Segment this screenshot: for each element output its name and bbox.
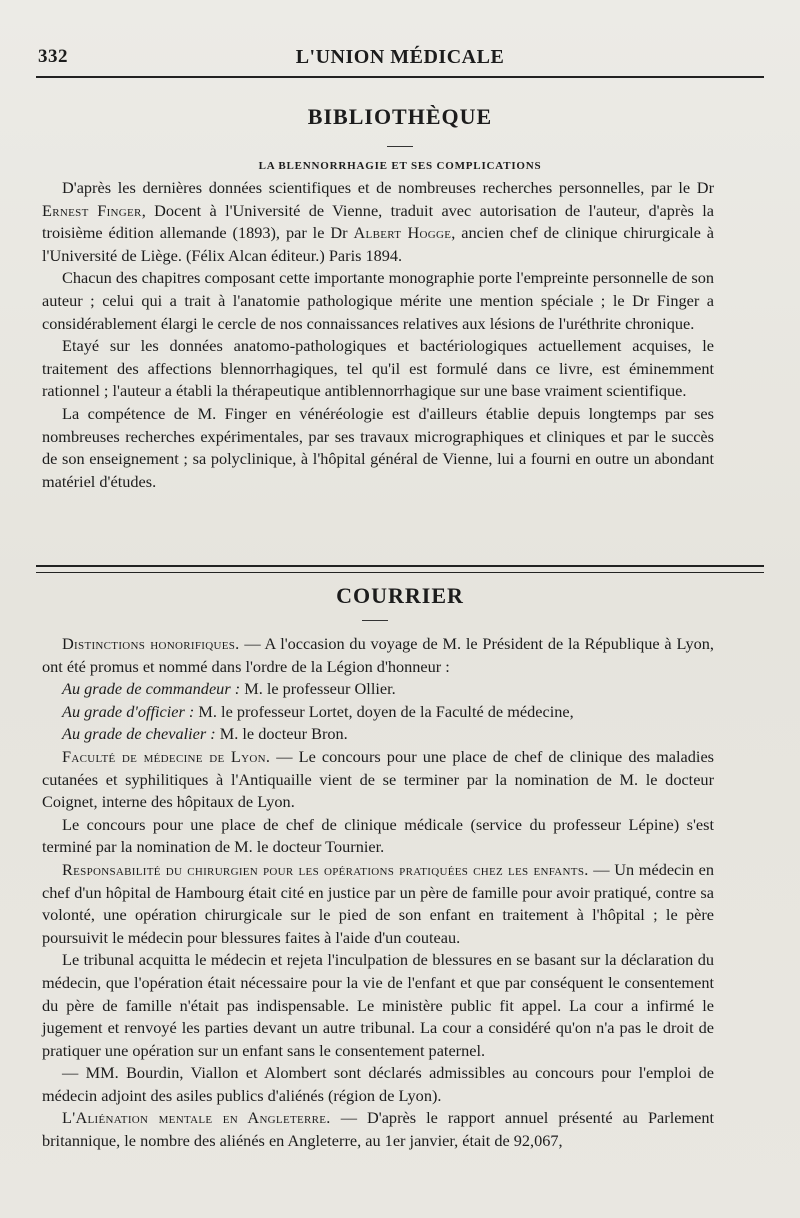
courrier-heading: COURRIER [336, 583, 464, 608]
news-item-concours: Le concours pour une place de chef de clinique médicale (service du professeur Lépine) s'est terminé par la nomination de M. le docteur Tournier. [42, 814, 714, 857]
grade-line: Au grade de commandeur : M. le professeur Ollier. [62, 679, 396, 699]
news-item-distinctions: Distinctions honorifiques. — A l'occasion du voyage de M. le Président de la République à Lyon, ont été promus et nommé dans l'ordre de la Légion d'honneur : [42, 634, 714, 676]
author-name: Ernest Finger [42, 200, 142, 220]
review-paragraph: La compétence de M. Finger en vénéréologie est d'ailleurs établie depuis longtemps par ses nombreuses recherches expérimentales, par ses travaux micrographiques et cliniques et par le succès de son enseignement ; sa polyclinique, à l'hôpital général de Vienne, lui a fourni en outre un abondant matériel d'études. [42, 403, 714, 491]
grade-line: Au grade de chevalier : M. le docteur Bron. [62, 724, 348, 744]
book-reference-paragraph: D'après les dernières données scientifiques et de nombreuses recherches personnelles, par le Dr Ernest Finger, Docent à l'Université de Vienne, traduit avec autorisation de l'auteur, d'après la troisième édition allemande (1893), par le Dr Albert Hogge, ancien chef de clinique chirurgicale à l'Université de Liège. (Félix Alcan éditeur.) Paris 1894. [42, 178, 714, 265]
running-title: L'UNION MÉDICALE [295, 46, 505, 68]
news-item-label: L'Aliénation mentale en Angleterre. [62, 1108, 331, 1128]
heading-dash [387, 146, 413, 147]
review-paragraph: Chacun des chapitres composant cette importante monographie porte l'empreinte personnelle de son auteur ; celui qui a trait à l'anatomie pathologique mérite une mention spéciale ; le Dr Finger a considérablement élargi le cercle de nos connaissances relatives aux lésions de l'uréthrite chronique. [42, 268, 714, 333]
grade-line: Au grade d'officier : M. le professeur Lortet, doyen de la Faculté de médecine, [62, 701, 574, 721]
heading-dash [362, 620, 388, 621]
news-item-tribunal: Le tribunal acquitta le médecin et rejeta l'inculpation de blessures en se basant sur la déclaration du médecin, que l'opération était nécessaire pour la vie de l'enfant et que par conséquent le consentement du père de famille n'était pas indispensable. Le ministère public fit appel. La cour a infirmé le jugement et renvoyé les parties devant un autre tribunal. La cour a considéré qu'on n'a pas le droit de pratiquer une opération sur un enfant sans le consentement paternel. [42, 950, 714, 1060]
news-item-label: Distinctions honorifiques. [62, 634, 240, 653]
news-item-responsabilite: Responsabilité du chirurgien pour les opérations pratiquées chez les enfants. — Un médecin en chef d'un hôpital de Hambourg était cité en justice par un père de famille pour avoir pratiqué, contre sa volonté, une opération chirurgicale sur le pied de son enfant en traitement à l'hôpital ; le père poursuivit le médecin pour blessures faites à l'aide d'un couteau. [42, 859, 714, 947]
courrier-body [42, 633, 714, 1153]
news-item-alienation: L'Aliénation mentale en Angleterre. — D'après le rapport annuel présenté au Parlement britannique, le nombre des aliénés en Angleterre, au 1er janvier, était de 92,067, [42, 1108, 714, 1151]
news-item-faculte: Faculté de médecine de Lyon. — Le concours pour une place de chef de clinique des maladies cutanées et syphilitiques à l'Antiquaille vient de se terminer par la nomination de M. le docteur Coignet, interne des hôpitaux de Lyon. [42, 746, 715, 812]
section-divider [36, 565, 764, 573]
news-item-label: Faculté de médecine de Lyon. [62, 746, 271, 766]
translator-name: Albert Hogge [353, 223, 452, 243]
book-title: LA BLENNORRHAGIE ET SES COMPLICATIONS [258, 160, 542, 172]
review-paragraph: Etayé sur les données anatomo-pathologiques et bactériologiques actuellement acquises, le traitement des affections blennorrhagiques, tel qu'il est formulé dans ce livre, est éminemment rationnel ; l'auteur a établi la thérapeutique antiblennorrhagique sur une base vraiment scientifique. [42, 336, 714, 401]
bibliotheque-heading: BIBLIOTHÈQUE [307, 104, 493, 129]
page-number: 332 [38, 46, 68, 67]
news-item-label: Responsabilité du chirurgien pour les opérations pratiquées chez les enfants. [62, 859, 589, 879]
page-header [36, 42, 764, 78]
news-item-admissibles: — MM. Bourdin, Viallon et Alombert sont déclarés admissibles au concours pour l'emploi de médecin adjoint des asiles publics d'aliénés (région de Lyon). [42, 1063, 714, 1105]
header-rule [36, 76, 764, 78]
bibliotheque-body [42, 177, 714, 493]
